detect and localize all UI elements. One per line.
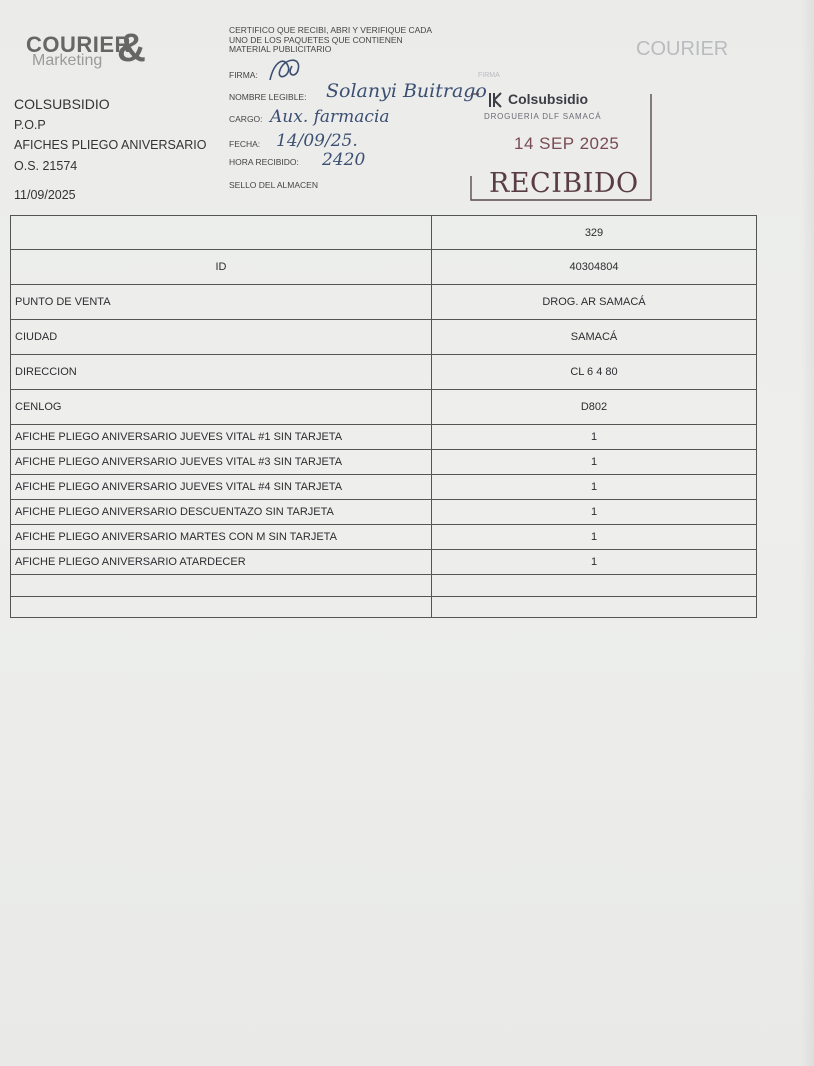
hora-label: HORA RECIBIDO: [229,157,299,167]
item-label: AFICHE PLIEGO ANIVERSARIO ATARDECER [11,550,432,575]
page-edge-shadow [800,0,814,1066]
item-row [11,525,757,550]
hora-value: 2420 [322,150,366,170]
logo-ampersand: & [117,26,146,70]
courier-marketing-logo [22,24,152,76]
row-label: PUNTO DE VENTA [11,285,432,320]
firma-label: FIRMA: [229,70,258,80]
table-row [11,216,757,250]
stamp-date: 14 SEP 2025 [514,134,620,153]
table-cell [11,575,432,597]
ghost-firma: FIRMA [478,72,500,79]
table-cell [432,597,757,618]
item-qty: 1 [432,425,757,450]
fecha-label: FECHA: [229,139,261,149]
item-label: AFICHE PLIEGO ANIVERSARIO JUEVES VITAL #3 SIN TARJETA [11,450,432,475]
row-value: CL 6 4 80 [432,355,757,390]
item-qty: 1 [432,525,757,550]
sello-label: SELLO DEL ALMACEN [229,180,318,190]
empty-row [11,597,757,618]
logo-courier-text: COURIER [26,32,131,57]
table-row [11,250,757,285]
stamp-subtitle: DROGUERIA DLF SAMACÁ [484,112,602,121]
colsubsidio-logo-icon [486,91,504,109]
id-value: 40304804 [432,250,757,285]
client-name: COLSUBSIDIO [14,96,110,112]
item-label: AFICHE PLIEGO ANIVERSARIO JUEVES VITAL #4 SIN TARJETA [11,475,432,500]
delivery-table [10,215,757,618]
item-row [11,425,757,450]
row-label: CENLOG [11,390,432,425]
order-number: O.S. 21574 [14,159,78,173]
cargo-value: Aux. farmacia [270,107,390,127]
item-qty: 1 [432,500,757,525]
table-row [11,390,757,425]
item-qty: 1 [432,450,757,475]
stamp-brand: Colsubsidio [508,91,589,107]
row-label: DIRECCION [11,355,432,390]
item-label: AFICHE PLIEGO ANIVERSARIO MARTES CON M SIN TARJETA [11,525,432,550]
row-label: CIUDAD [11,320,432,355]
row-value: D802 [432,390,757,425]
cargo-label: CARGO: [229,114,263,124]
table-row [11,285,757,320]
nombre-value: Solanyi Buitrago [326,80,487,102]
id-label: ID [11,250,432,285]
certificate-text: CERTIFICO QUE RECIBI, ABRI Y VERIFIQUE CADA UNO DE LOS PAQUETES QUE CONTIENEN MATERIAL PUBLICITARIO [229,25,432,54]
item-label: AFICHE PLIEGO ANIVERSARIO DESCUENTAZO SIN TARJETA [11,500,432,525]
fecha-value: 14/09/25. [276,131,358,151]
table-cell [432,575,757,597]
table-cell [11,597,432,618]
header-value: 329 [432,216,757,250]
table-row [11,320,757,355]
empty-row [11,575,757,597]
item-qty: 1 [432,550,757,575]
signature-mark [262,52,312,86]
row-value: SAMACÁ [432,320,757,355]
ghost-brand-logo: COURIER [636,38,729,60]
logo-marketing-text: Marketing [32,52,103,69]
item-row [11,475,757,500]
order-type: P.O.P [14,118,46,132]
row-value: DROG. AR SAMACÁ [432,285,757,320]
item-row [11,450,757,475]
table-row [11,355,757,390]
item-row [11,500,757,525]
stamp-status: RECIBIDO [489,168,639,199]
item-label: AFICHE PLIEGO ANIVERSARIO JUEVES VITAL #1 SIN TARJETA [11,425,432,450]
item-qty: 1 [432,475,757,500]
order-date: 11/09/2025 [14,188,76,202]
table-cell [11,216,432,250]
item-row [11,550,757,575]
product-name: AFICHES PLIEGO ANIVERSARIO [14,138,207,152]
nombre-label: NOMBRE LEGIBLE: [229,92,307,102]
